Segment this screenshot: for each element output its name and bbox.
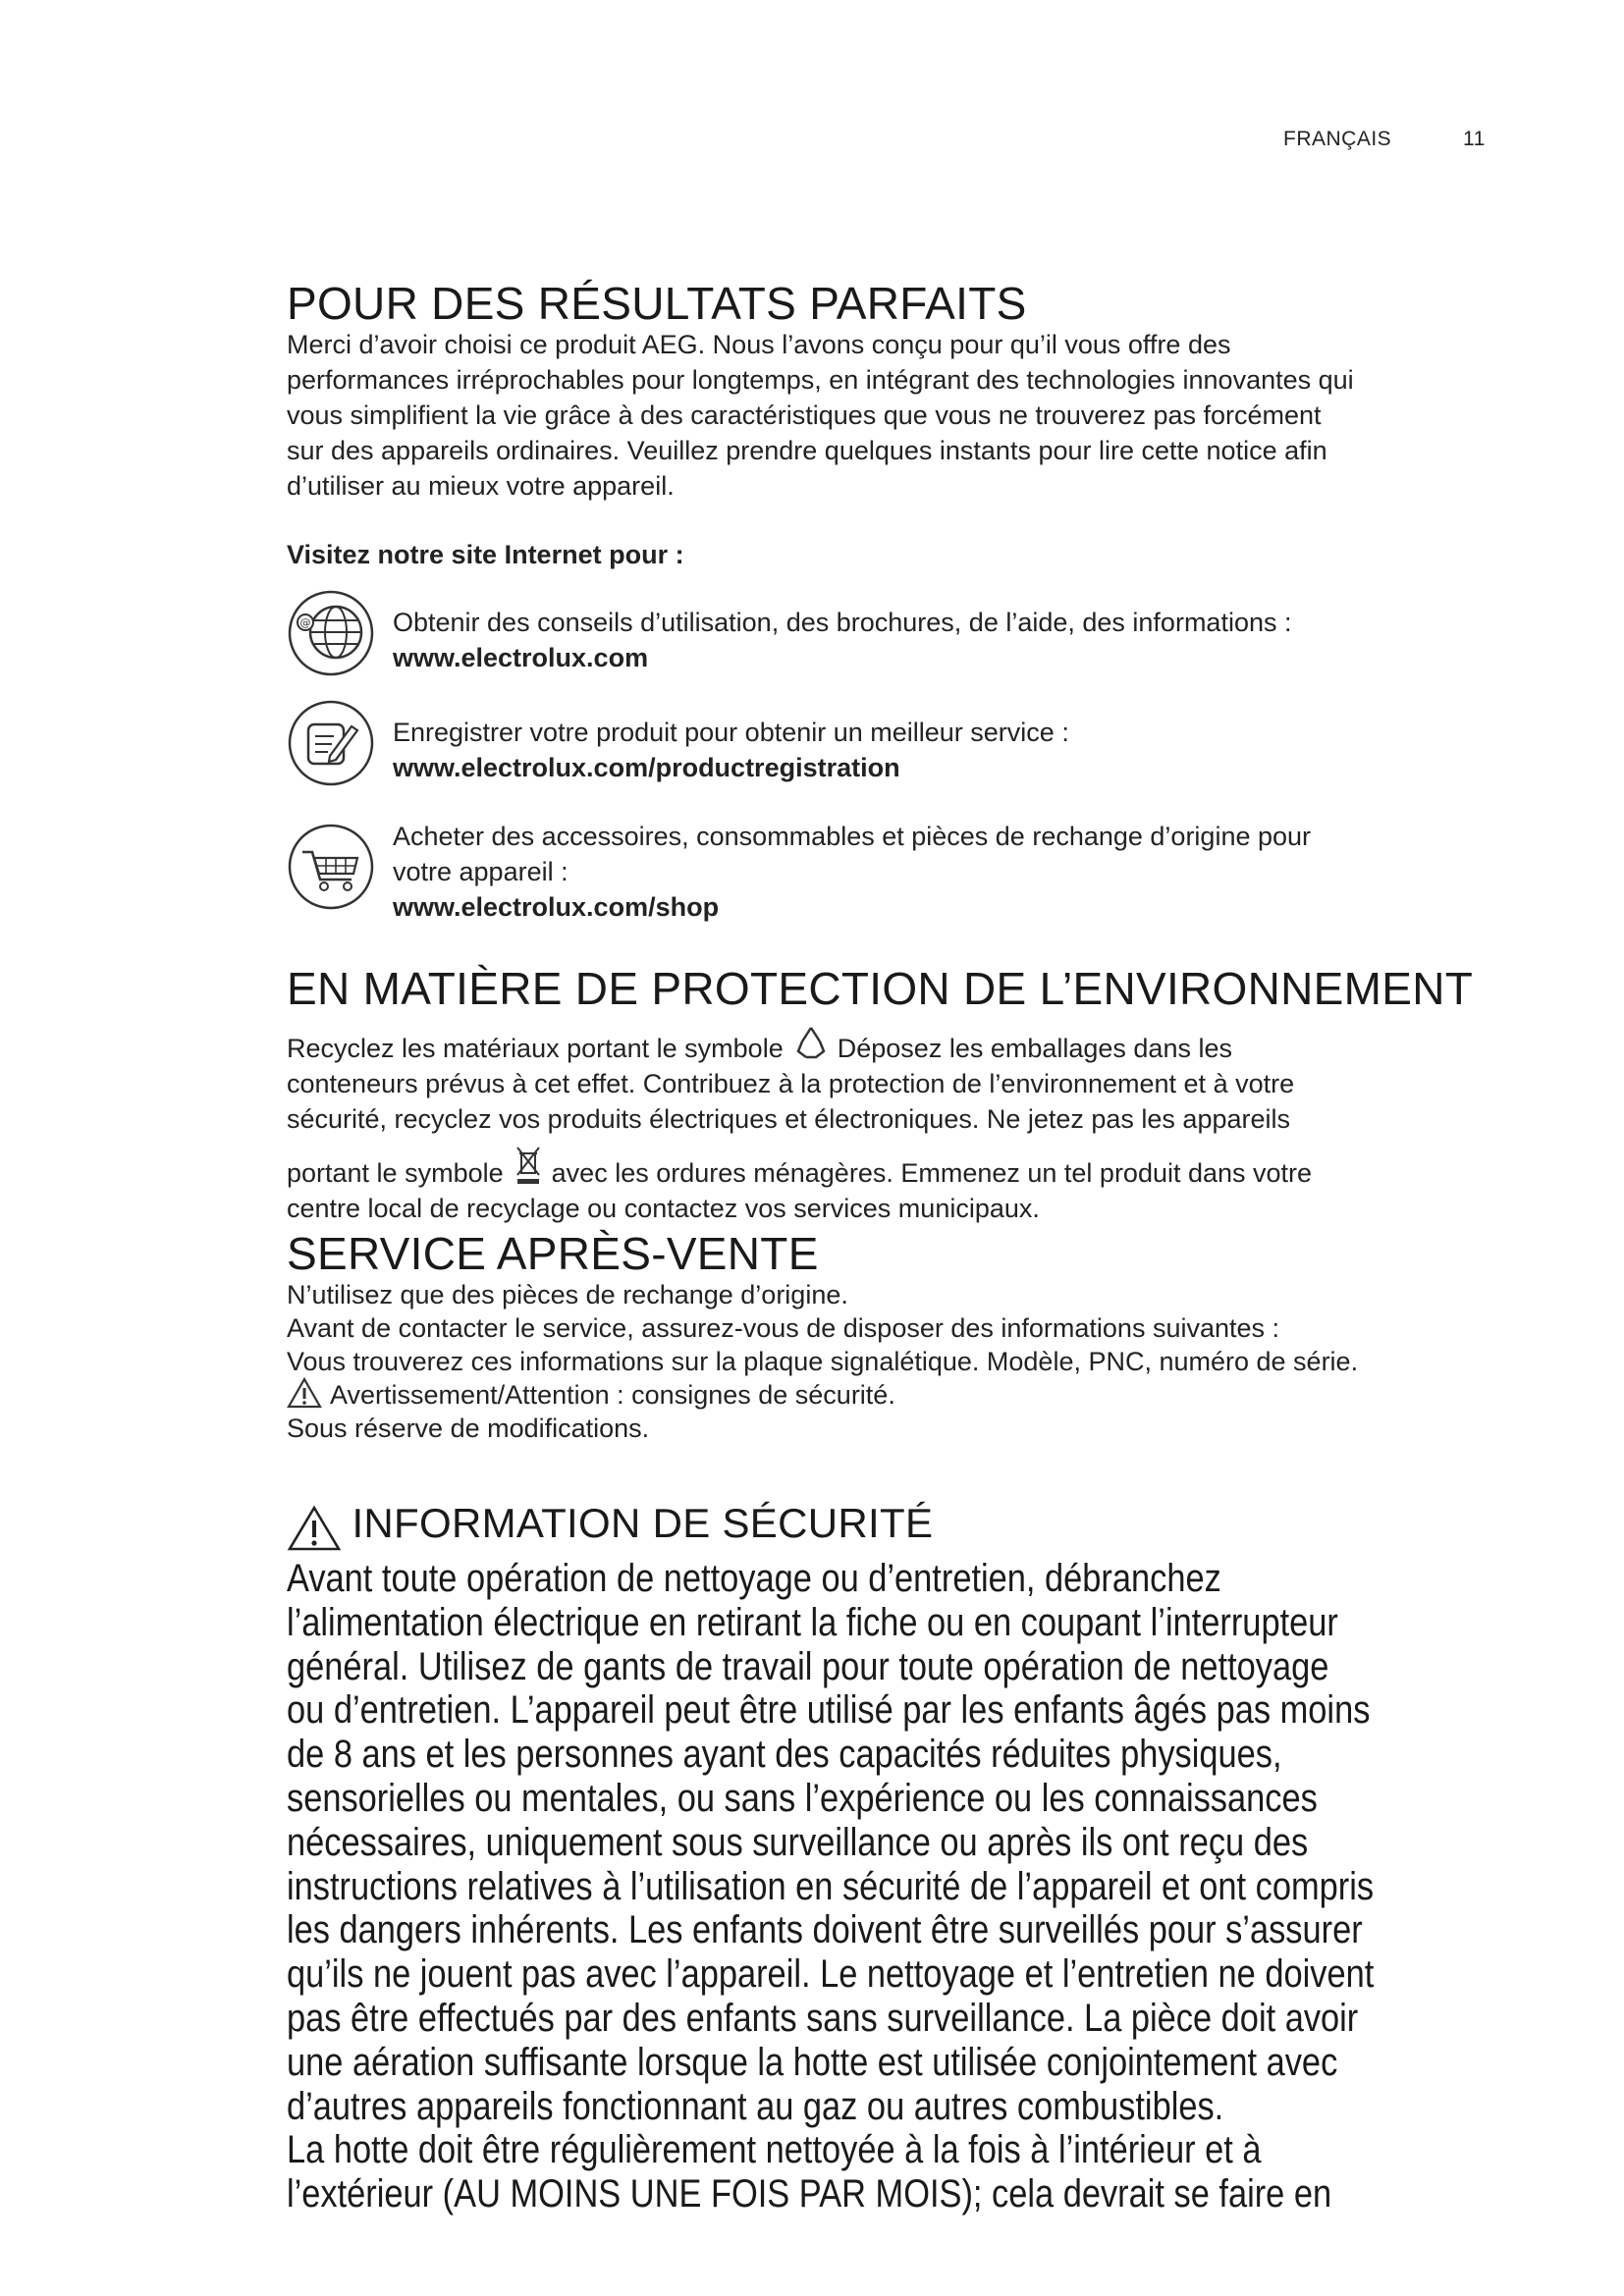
svg-text:@: @: [299, 616, 311, 629]
intro-paragraph: [287, 327, 1354, 504]
service-line: Vous trouverez ces informations sur la plaque signalétique. Modèle, PNC, numéro de série.: [287, 1347, 1359, 1376]
environment-line: centre local de recyclage ou contactez vos services municipaux.: [287, 1194, 1040, 1223]
globe-icon: [287, 589, 375, 677]
safety-paragraph: [287, 1557, 1528, 2216]
safety-line: instructions relatives à l’utilisation en sécurité de l’appareil et ont compris: [287, 1864, 1375, 1908]
service-paragraph: [287, 1278, 1358, 1445]
safety-line: les dangers inhérents. Les enfants doivent être surveillés pour s’assurer: [287, 1908, 1363, 1952]
safety-line: sensorielles ou mentales, ou sans l’expérience ou les connaissances: [287, 1776, 1318, 1820]
environment-line: sécurité, recyclez vos produits électriques et électroniques. Ne jetez pas les appareils: [287, 1104, 1291, 1134]
list-item-info: [287, 589, 1494, 707]
intro-line: d’utiliser au mieux votre appareil.: [287, 471, 675, 501]
registration-form-icon: [287, 699, 375, 787]
service-line: Sous réserve de modifications.: [287, 1414, 650, 1443]
safety-line: nécessaires, uniquement sous surveillance ou après ils ont reçu des: [287, 1820, 1309, 1864]
section-title-results: POUR DES RÉSULTATS PARFAITS: [287, 278, 1027, 329]
environment-text: Recyclez les matériaux portant le symbole: [287, 1034, 784, 1063]
safety-line: l’alimentation électrique en retirant la fiche ou en coupant l’interrupteur: [287, 1600, 1338, 1644]
recycle-symbol-icon: [794, 1024, 828, 1063]
section-title-service: SERVICE APRÈS-VENTE: [287, 1228, 819, 1279]
list-item-registration: [287, 699, 1494, 817]
service-line: N’utilisez que des pièces de rechange d’origine.: [287, 1280, 848, 1309]
registration-url-link[interactable]: www.electrolux.com/productregistration: [393, 753, 900, 782]
shop-item-text: Acheter des accessoires, consommables et pièces de rechange d’origine pour: [393, 822, 1312, 851]
safety-line: une aération suffisante lorsque la hotte est utilisée conjointement avec: [287, 2040, 1338, 2084]
shop-url-link[interactable]: www.electrolux.com/shop: [393, 892, 720, 922]
info-url-link[interactable]: www.electrolux.com: [393, 643, 649, 672]
safety-line: d’autres appareils fonctionnant au gaz ou autres combustibles.: [287, 2084, 1224, 2128]
info-item-text: Obtenir des conseils d’utilisation, des brochures, de l’aide, des informations :: [393, 608, 1292, 637]
environment-line: [287, 1031, 1232, 1066]
safety-line: pas être effectués par des enfants sans surveillance. La pièce doit avoir: [287, 1996, 1359, 2040]
safety-line: général. Utilisez de gants de travail pour toute opération de nettoyage: [287, 1644, 1329, 1688]
list-item-shop: [287, 823, 1494, 940]
safety-line: l’extérieur (AU MOINS UNE FOIS PAR MOIS); cela devrait se faire en: [287, 2172, 1332, 2216]
visit-website-label: Visitez notre site Internet pour :: [287, 540, 684, 569]
service-warning-line: [287, 1378, 1358, 1412]
safety-line: La hotte doit être régulièrement nettoyée à la fois à l’intérieur et à: [287, 2128, 1262, 2172]
safety-line: Avant toute opération de nettoyage ou d’entretien, débranchez: [287, 1557, 1221, 1600]
environment-text: avec les ordures ménagères. Emmenez un tel produit dans votre: [551, 1158, 1313, 1188]
environment-text: portant le symbole: [287, 1158, 504, 1188]
warning-triangle-icon: [287, 1377, 322, 1409]
safety-line: de 8 ans et les personnes ayant des capacités réduites physiques,: [287, 1733, 1282, 1777]
environment-line: conteneurs prévus à cet effet. Contribuez à la protection de l’environnement et à votre: [287, 1069, 1295, 1098]
registration-item-text: Enregistrer votre produit pour obtenir un meilleur service :: [393, 718, 1069, 747]
safety-title-row: [287, 1500, 933, 1552]
environment-line: [287, 1155, 1312, 1191]
warning-triangle-icon: [287, 1505, 342, 1552]
safety-line: ou d’entretien. L’appareil peut être utilisé par les enfants âgés pas moins: [287, 1688, 1371, 1733]
intro-line: performances irréprochables pour longtemps, en intégrant des technologies innovantes qui: [287, 365, 1354, 395]
intro-line: vous simplifient la vie grâce à des caractéristiques que vous ne trouverez pas forcément: [287, 400, 1322, 430]
crossed-bin-icon: [514, 1142, 542, 1185]
running-header-language: FRANÇAIS: [1283, 128, 1392, 150]
shopping-cart-icon: [287, 823, 375, 911]
environment-text: Déposez les emballages dans les: [837, 1034, 1232, 1063]
shop-item-text-cont: votre appareil :: [393, 857, 568, 886]
intro-line: Merci d’avoir choisi ce produit AEG. Nous l’avons conçu pour qu’il vous offre des: [287, 330, 1231, 359]
intro-line: sur des appareils ordinaires. Veuillez prendre quelques instants pour lire cette notice afin: [287, 436, 1327, 465]
section-title-environment: EN MATIÈRE DE PROTECTION DE L’ENVIRONNEMENT: [287, 963, 1474, 1014]
safety-line: qu’ils ne jouent pas avec l’appareil. Le nettoyage et l’entretien ne doivent: [287, 1952, 1375, 1997]
section-title-safety: INFORMATION DE SÉCURITÉ: [352, 1500, 934, 1546]
warning-text: Avertissement/Attention : consignes de sécurité.: [330, 1380, 895, 1410]
page-number: 11: [1463, 128, 1486, 150]
service-line: Avant de contacter le service, assurez-vous de disposer des informations suivantes :: [287, 1313, 1280, 1343]
